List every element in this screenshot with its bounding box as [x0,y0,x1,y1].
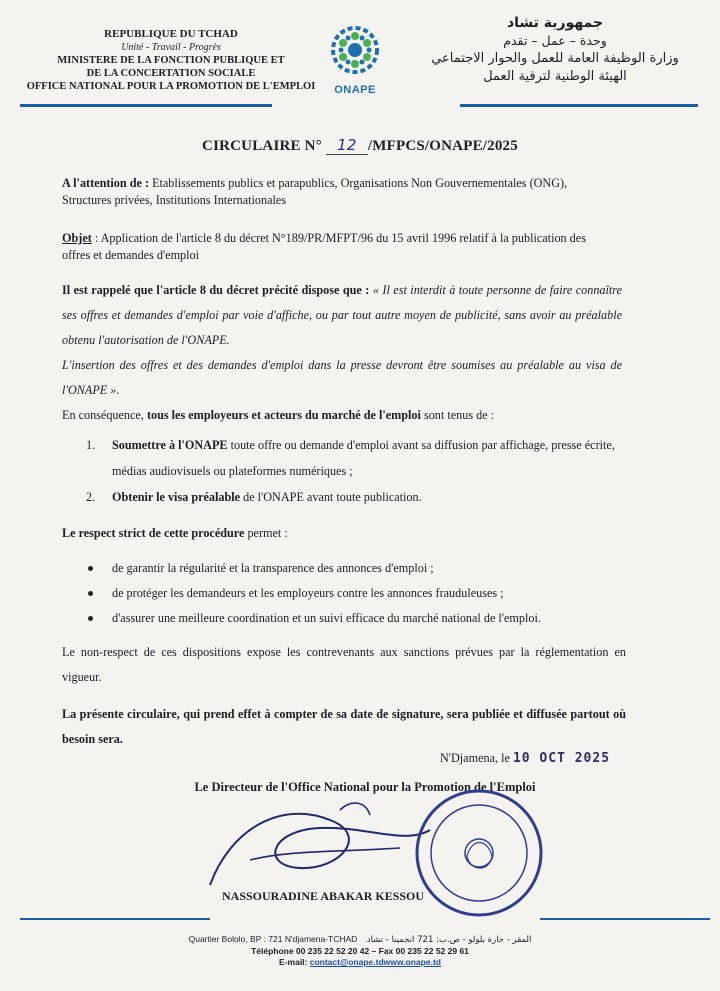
item-bold: Obtenir le visa préalable [112,490,241,504]
item-number: 2. [86,490,96,504]
motto: Unité - Travail - Progrès [121,42,221,53]
header-rule-right [460,104,698,107]
footer [100,934,620,968]
benefit-text: de garantir la régularité et la transparence des annonces d'emploi ; [112,561,434,575]
objet-text: : Application de l'article 8 du décret N°189/PR/MFPT/96 du 15 avril 1996 relatif à la publication des offres et demandes d'emploi [62,231,586,262]
footer-address-fr: Quartier Bololo, BP : 721 N'djamena-TCHAD [188,934,358,944]
benefit-text: de protéger les demandeurs et les employeurs contre les annonces frauduleuses ; [112,586,504,600]
footer-address-line [100,934,620,946]
header-rule-left [20,104,272,107]
bullet-icon [88,566,93,571]
header-right-arabic [398,14,712,86]
signatory-name: NASSOURADINE ABAKAR KESSOU [222,889,425,903]
footer-email-label: E-mail: [279,957,310,967]
office-ar: الهيئة الوطنية لترقية العمل [483,69,627,84]
benefit-text: d'assurer une meilleure coordination et un suivi efficace du marché national de l'emploi. [112,611,541,625]
effect-paragraph: La présente circulaire, qui prend effet à compter de sa date de signature, sera publiée et diffusée partout où besoin sera. [62,707,626,746]
objet-block [62,230,602,264]
consequence-pre: En conséquence, [62,408,147,422]
footer-rule-right [540,918,710,920]
footer-website-link[interactable]: www.onape.td [383,957,441,967]
respect-post: permet : [244,526,288,540]
footer-address-ar: المقر - حارة بلولو - ص.ب: 721 انجمينا - تشاد [366,935,532,945]
rappel-block [62,278,622,403]
title-prefix: CIRCULAIRE N° [202,138,322,154]
onape-logo-icon [324,14,386,84]
office-name: OFFICE NATIONAL POUR LA PROMOTION DE L'EMPLOI [26,81,316,92]
date-stamp: 10 OCT 2025 [512,751,611,766]
rappel-lead: Il est rappelé que l'article 8 du décret précité dispose que : [62,283,370,297]
list-item [86,432,626,484]
item-text: de l'ONAPE avant toute publication. [240,490,422,504]
item-bold: Soumettre à l'ONAPE [112,438,228,452]
republic-name: REPUBLIQUE DU TCHAD [104,28,238,40]
date-place: N'Djamena, le [440,751,510,765]
respect-block [62,525,622,542]
handwritten-signature [190,790,450,900]
rappel-quote-1: « Il est interdit à toute personne de faire connaître ses offres et demandes d'emploi par voie d'affiche, ou par tout autre moyen de publicité, sans avoir au préalable obtenu l'autorisation de l'ONAPE. [62,283,623,347]
ministry-ar: وزارة الوظيفة العامة للعمل والحوار الاجتماعي [431,51,679,66]
motto-ar: وحدة – عمل – تقدم [503,33,607,48]
consequence-block [62,407,622,424]
footer-email-line [100,957,620,968]
ministry-line-2: DE LA CONCERTATION SOCIALE [86,68,256,79]
header-left [12,28,330,93]
republic-name-ar: جمهورية تشاد [506,15,604,31]
title-suffix: /MFPCS/ONAPE/2025 [367,138,518,154]
footer-email-link[interactable]: contact@onape.td [309,957,384,967]
circular-number: 12 [326,136,368,155]
list-item [86,610,646,627]
footer-phone: Téléphone 00 235 22 52 20 42 – Fax 00 235 22 52 29 61 [251,946,469,956]
ministry-line-1: MINISTERE DE LA FONCTION PUBLIQUE ET [57,55,285,66]
attention-label: A l'attention de : [62,176,150,190]
list-item [86,484,626,510]
circular-title [150,136,570,155]
item-text: toute offre ou demande d'emploi avant sa diffusion par affichage, presse écrite, médias audiovisuels ou plateformes numériques ; [112,438,615,478]
footer-rule-left [20,918,210,920]
list-item [86,560,646,577]
consequence-post: sont tenus de : [420,408,495,422]
signatory-title: Le Directeur de l'Office National pour la Promotion de l'Emploi [194,780,536,794]
sanction-paragraph: Le non-respect de ces dispositions expose les contrevenants aux sanctions prévues par la réglementation en vigueur. [62,645,626,684]
benefits-list [86,560,646,635]
list-item [86,585,646,602]
rappel-quote-2: L'insertion des offres et des demandes d'emploi dans la presse devront être soumises au préalable au visa de l'ONAPE ». [62,358,622,397]
item-number: 1. [86,438,96,452]
attention-block [62,175,602,209]
obligations-list [86,432,626,510]
bullet-icon [88,616,93,621]
objet-label: Objet [62,231,92,245]
bullet-icon [88,591,93,596]
consequence-bold: tous les employeurs et acteurs du marché de l'emploi [146,408,421,422]
onape-logo [324,14,386,104]
respect-bold: Le respect strict de cette procédure [62,526,245,540]
date-line [440,750,680,767]
logo-text: ONAPE [334,84,376,96]
attention-text: Etablissements publics et parapublics, Organisations Non Gouvernementales (ONG), Structures privées, Institutions Internationales [62,176,568,207]
